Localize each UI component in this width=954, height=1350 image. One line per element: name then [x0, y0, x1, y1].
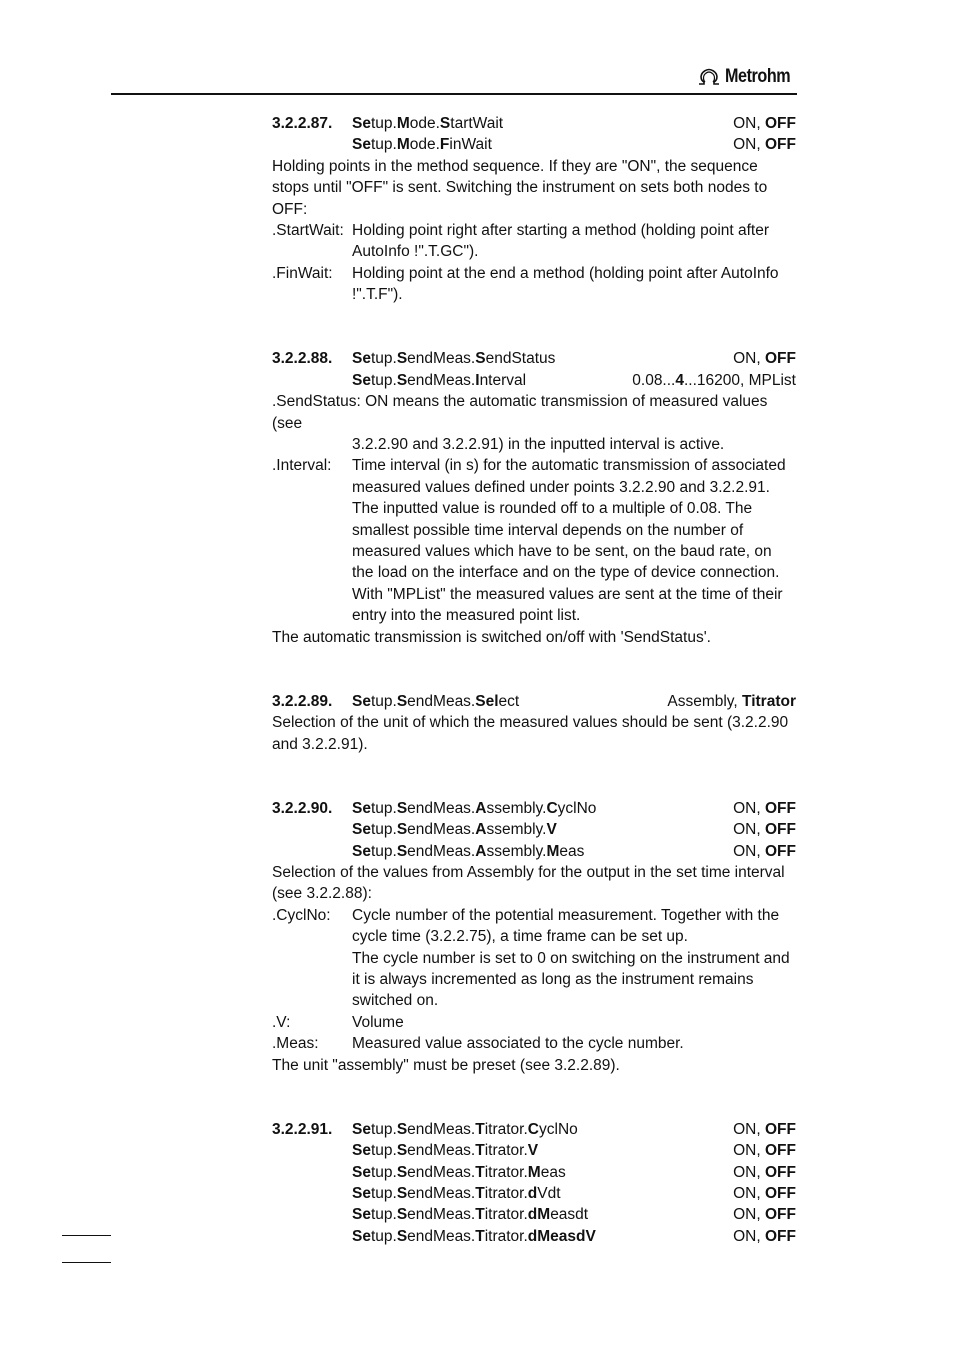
logo-text: Metrohm — [725, 66, 791, 87]
definition-text: ON means the automatic transmission of measured values (see — [272, 393, 768, 432]
parameter-name: Setup.SendMeas.Interval — [352, 371, 527, 389]
parameter-name: Setup.SendMeas.Assembly.Meas — [352, 842, 585, 860]
parameter-range: ON, OFF — [733, 821, 796, 839]
section-3-2-2-89 — [272, 691, 796, 755]
parameter-name: Setup.SendMeas.Titrator.CyclNo — [352, 1120, 578, 1138]
parameter-range: ON, OFF — [733, 115, 796, 132]
definition-text: Measured value associated to the cycle number. — [352, 1035, 684, 1053]
definition-term: .SendStatus: — [272, 393, 361, 411]
section-number: 3.2.2.90. — [272, 799, 333, 817]
parameter-line — [272, 113, 796, 134]
footer-rule-top — [62, 1235, 111, 1236]
parameter-range: ON, OFF — [733, 1163, 796, 1181]
section-number: 3.2.2.91. — [272, 1120, 333, 1138]
parameter-range: 0.08...4...16200, MPList — [632, 371, 796, 389]
definition-item — [272, 905, 796, 948]
section-gap — [272, 648, 796, 691]
section-gap — [272, 306, 796, 349]
parameter-name: Setup.SendMeas.SendStatus — [352, 350, 556, 368]
parameter-range: Assembly, Titrator — [667, 692, 796, 710]
page-content — [272, 113, 796, 1247]
metrohm-logo — [696, 66, 802, 88]
definition-term: .FinWait: — [272, 264, 333, 282]
section-gap — [272, 1076, 796, 1119]
definition-item — [272, 220, 796, 263]
definition-continuation: 3.2.2.90 and 3.2.2.91) in the inputted interval is active. — [352, 436, 725, 454]
definition-term: .Interval: — [272, 457, 332, 475]
definition-term: .V: — [272, 1013, 291, 1031]
parameter-name: Setup.SendMeas.Select — [352, 692, 520, 710]
parameter-range: ON, OFF — [733, 1120, 796, 1138]
definition-item — [272, 455, 796, 626]
definition-term: .StartWait: — [272, 222, 344, 239]
parameter-line — [272, 134, 796, 155]
parameter-line — [272, 691, 796, 712]
parameter-name: Setup.SendMeas.Titrator.dVdt — [352, 1185, 561, 1203]
parameter-range: ON, OFF — [733, 842, 796, 860]
parameter-range: ON, OFF — [733, 350, 796, 368]
parameter-line — [272, 1140, 796, 1161]
definition-text: Time interval (in s) for the automatic transmission of associated measured values defined under points 3.2.2.90 and 3.2.2.91. The inputted value is rounded off to a multiple of 0.08. The smallest possible time interval depends on the number of measured values which have to be sent, on the baud rate, on the load on the interface and on the type of device connection. With "MPList" the measured values are sent at the time of their entry into the measured point list. — [352, 457, 786, 625]
section-number: 3.2.2.88. — [272, 350, 333, 368]
definition-text: Cycle number of the potential measurement. Together with the cycle time (3.2.2.75), a time frame can be set up. — [352, 906, 780, 946]
parameter-range: ON, OFF — [733, 799, 796, 817]
parameter-name: Setup.SendMeas.Assembly.CyclNo — [352, 799, 597, 817]
definition-text: Volume — [352, 1013, 404, 1031]
parameter-line — [272, 819, 796, 840]
definition-text: Holding point at the end a method (holding point after AutoInfo !".T.F"). — [352, 264, 779, 304]
section-3-2-2-90 — [272, 798, 796, 1076]
parameter-line — [272, 841, 796, 862]
section-3-2-2-87 — [272, 113, 796, 306]
paragraph: Selection of the unit of which the measured values should be sent (3.2.2.90 and 3.2.2.91). — [272, 714, 789, 753]
section-number: 3.2.2.89. — [272, 692, 333, 710]
indented-paragraph: The cycle number is set to 0 on switching on the instrument and it is always incremented as long as the instrument remains switched on. — [352, 949, 790, 1010]
paragraph: The automatic transmission is switched on/off with 'SendStatus'. — [272, 628, 711, 646]
parameter-line — [272, 348, 796, 369]
definition-term: .Meas: — [272, 1035, 319, 1053]
section-gap — [272, 755, 796, 798]
parameter-name: Setup.SendMeas.Titrator.Meas — [352, 1163, 566, 1181]
paragraph: The unit "assembly" must be preset (see 3.2.2.89). — [272, 1056, 620, 1074]
section-3-2-2-88 — [272, 348, 796, 648]
parameter-line — [272, 1119, 796, 1140]
definition-term: .CyclNo: — [272, 906, 331, 924]
parameter-line — [272, 370, 796, 391]
parameter-name: Setup.SendMeas.Titrator.dMeasdV — [352, 1227, 596, 1245]
parameter-line — [272, 1226, 796, 1247]
definition-item — [272, 263, 796, 306]
definition-item — [272, 391, 796, 434]
definition-item — [272, 1033, 796, 1054]
parameter-range: ON, OFF — [733, 136, 796, 154]
header-rule — [111, 93, 797, 95]
parameter-range: ON, OFF — [733, 1206, 796, 1224]
parameter-line — [272, 798, 796, 819]
paragraph: Selection of the values from Assembly for the output in the set time interval (see 3.2.2.88): — [272, 864, 785, 903]
section-number: 3.2.2.87. — [272, 115, 333, 132]
parameter-range: ON, OFF — [733, 1227, 796, 1245]
parameter-range: ON, OFF — [733, 1142, 796, 1160]
parameter-range: ON, OFF — [733, 1185, 796, 1203]
parameter-name: Setup.Mode.FinWait — [352, 136, 492, 154]
footer-rule-bottom — [62, 1262, 111, 1263]
parameter-line — [272, 1162, 796, 1183]
metrohm-omega-icon — [696, 68, 722, 86]
definition-item — [272, 1012, 796, 1033]
parameter-name: Setup.SendMeas.Titrator.V — [352, 1142, 539, 1160]
parameter-name: Setup.SendMeas.Titrator.dMeasdt — [352, 1206, 589, 1224]
section-3-2-2-91 — [272, 1119, 796, 1247]
parameter-name: Setup.Mode.StartWait — [352, 115, 504, 132]
parameter-name: Setup.SendMeas.Assembly.V — [352, 821, 557, 839]
parameter-line — [272, 1204, 796, 1225]
parameter-line — [272, 1183, 796, 1204]
definition-text: Holding point right after starting a method (holding point after AutoInfo !".T.GC"). — [352, 222, 770, 261]
paragraph: Holding points in the method sequence. If they are "ON", the sequence stops until "OFF" is sent. Switching the instrument on sets both nodes to OFF: — [272, 157, 768, 218]
